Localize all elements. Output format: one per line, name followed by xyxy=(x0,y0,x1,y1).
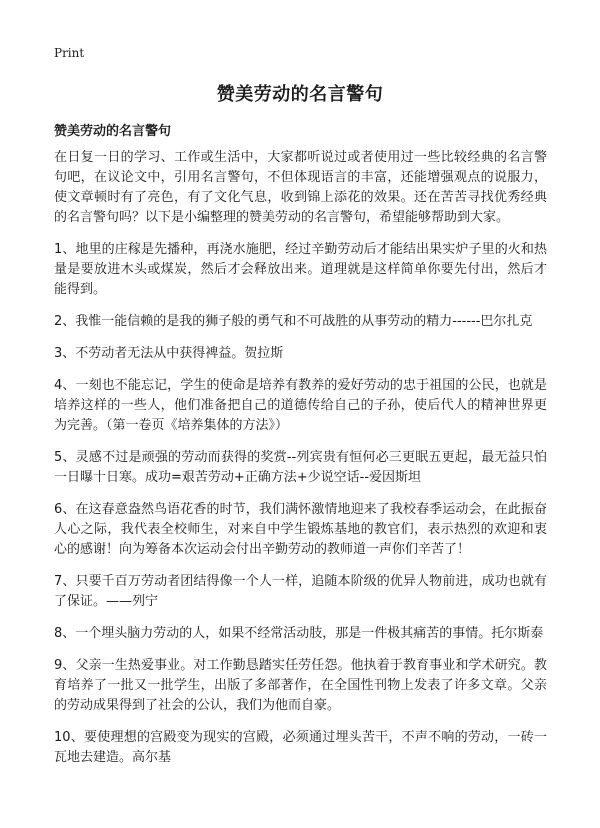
quote-paragraph-10: 10、要使理想的宫殿变为现实的宫殿，必须通过埋头苦干，不声不响的劳动，一砖一瓦地去建造。高尔基 xyxy=(54,730,547,765)
print-link[interactable]: Print xyxy=(54,46,85,60)
quote-paragraph-4: 4、一刻也不能忘记，学生的使命是培养有教养的爱好劳动的忠于祖国的公民，也就是培养这样的一些人，他们准备把自己的道德传给自己的子孙，使后代人的精神世界更为完善。（第一卷页《培养集体的方法》） xyxy=(54,378,547,433)
quote-paragraph-2: 2、我惟一能信赖的是我的狮子般的勇气和不可战胜的从事劳动的精力------巴尔扎克 xyxy=(54,314,533,329)
quote-paragraph-1: 1、地里的庄稼是先播种，再浇水施肥，经过辛勤劳动后才能结出果实炉子里的火和热量是要放进木头或煤炭，然后才会释放出来。道理就是这样简单你要先付出，然后才能得到。 xyxy=(54,242,547,297)
intro-paragraph: 在日复一日的学习、工作或生活中，大家都听说过或者使用过一些比较经典的名言警句吧，在议论文中，引用名言警句，不但体现语言的丰富，还能增强观点的说服力，使文章顿时有了亮色，有了文化气息，收到锦上添花的效果。还在苦苦寻找优秀经典的名言警句吗？以下是小编整理的赞美劳动的名言警句，希望能够帮助到大家。 xyxy=(54,150,547,225)
article-subtitle: 赞美劳动的名言警句 xyxy=(54,124,172,139)
article-body xyxy=(54,148,547,780)
quote-paragraph-7: 7、只要千百万劳动者团结得像一个人一样，追随本阶级的优异人物前进，成功也就有了保证。——列宁 xyxy=(54,574,547,609)
quote-paragraph-8: 8、一个埋头脑力劳动的人，如果不经常活动肢，那是一件极其痛苦的事情。托尔斯泰 xyxy=(54,626,544,641)
quote-paragraph-3: 3、不劳动者无法从中获得裨益。贺拉斯 xyxy=(54,346,284,361)
quote-paragraph-6: 6、在这春意盎然鸟语花香的时节，我们满怀激情地迎来了我校春季运动会，在此振奋人心之际，我代表全校师生，对来自中学生锻炼基地的教官们，表示热烈的欢迎和衷心的感谢！向为筹备本次运动会付出辛勤劳动的教师道一声你们辛苦了！ xyxy=(54,502,547,557)
article-title: 赞美劳动的名言警句 xyxy=(216,84,384,105)
quote-paragraph-9: 9、父亲一生热爱事业。对工作勤恳踏实任劳任怨。他执着于教育事业和学术研究。教育培养了一批又一批学生，出版了多部著作，在全国性刊物上发表了许多文章。父亲的劳动成果得到了社会的公认，我们为他而自豪。 xyxy=(54,658,547,713)
quote-paragraph-5: 5、灵感不过是顽强的劳动而获得的奖赏--列宾贵有恒何必三更眠五更起，最无益只怕一日曝十日寒。成功=艰苦劳动+正确方法+少说空话--爱因斯坦 xyxy=(54,450,547,485)
